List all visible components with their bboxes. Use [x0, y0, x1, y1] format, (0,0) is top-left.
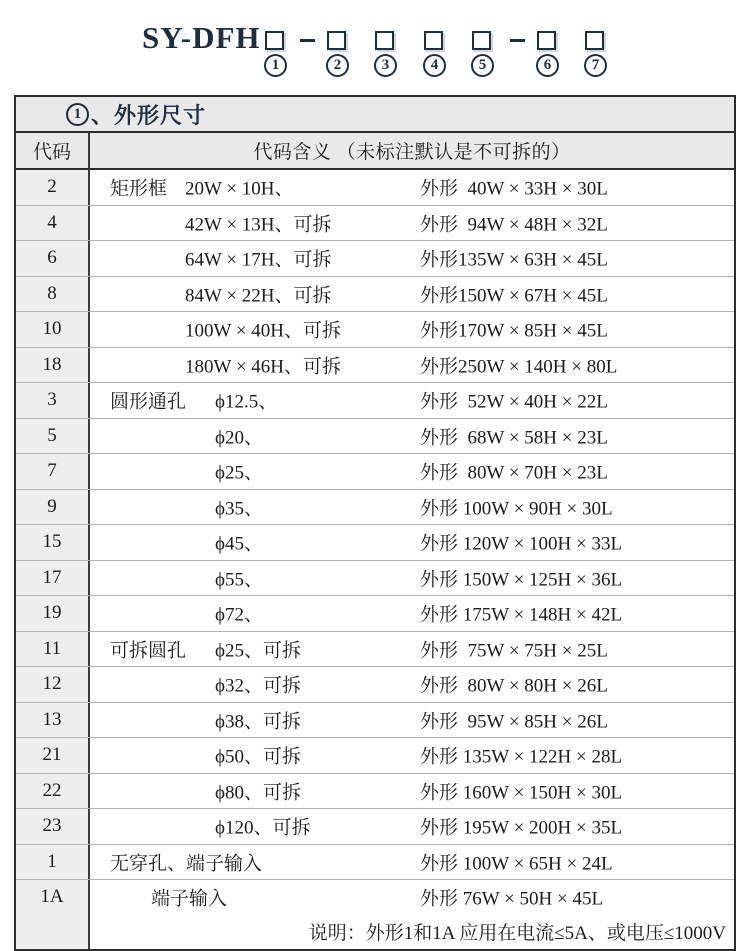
- row-dimension-value: ϕ45、: [215, 533, 264, 555]
- row-dimension-value: 84W × 22H、可拆: [185, 285, 332, 307]
- table-row: [16, 419, 734, 455]
- table-row: [16, 774, 734, 810]
- row-meaning: [90, 774, 734, 809]
- row-code: 22: [16, 774, 90, 809]
- row-category-label: 无穿孔、端子输入: [110, 853, 263, 875]
- row-dimension-value: ϕ50、可拆: [215, 746, 302, 768]
- row-meaning: [90, 809, 734, 844]
- table-row: [16, 206, 734, 242]
- table-row: [16, 277, 734, 313]
- row-dimension-value: 180W × 46H、可拆: [185, 356, 342, 378]
- model-code-box-4: [424, 31, 443, 50]
- row-outline-spec: 外形 100W × 65H × 24L: [420, 853, 613, 875]
- model-code-box-1: [265, 31, 284, 50]
- row-category-label: 矩形框: [110, 178, 168, 200]
- row-dimension-value: ϕ72、: [215, 604, 264, 626]
- table-row: [16, 241, 734, 277]
- row-meaning: [90, 490, 734, 525]
- table-row: [16, 383, 734, 419]
- row-outline-spec: 外形 195W × 200H × 35L: [420, 817, 623, 839]
- row-outline-spec: 外形 150W × 125H × 36L: [420, 569, 623, 591]
- row-dimension-value: ϕ12.5、: [215, 391, 278, 413]
- row-meaning: [90, 277, 734, 312]
- row-outline-spec: 外形 76W × 50H × 45L: [420, 888, 604, 910]
- row-code: 19: [16, 596, 90, 631]
- column-header-code: 代码: [16, 133, 90, 168]
- row-code: 9: [16, 490, 90, 525]
- row-code: 5: [16, 419, 90, 454]
- table-row: [16, 561, 734, 597]
- row-code: 23: [16, 809, 90, 844]
- row-code: 6: [16, 241, 90, 276]
- row-meaning: [90, 561, 734, 596]
- table-row: [16, 596, 734, 632]
- table-row: [16, 703, 734, 739]
- row-outline-spec: 外形 95W × 85H × 26L: [420, 711, 608, 733]
- row-outline-spec: 外形 100W × 90H × 30L: [420, 498, 613, 520]
- row-meaning: [90, 348, 734, 383]
- circled-number-2: 2: [326, 54, 349, 77]
- row-outline-spec: 外形 40W × 33H × 30L: [420, 178, 608, 200]
- row-dimension-value: ϕ120、可拆: [215, 817, 311, 839]
- row-meaning: [90, 738, 734, 773]
- table-note-row: [16, 915, 734, 950]
- table-row: [16, 880, 734, 915]
- table-row: [16, 809, 734, 845]
- table-section-title: [16, 97, 734, 133]
- circled-number-7: 7: [584, 54, 607, 77]
- table-row: [16, 632, 734, 668]
- row-outline-spec: 外形 94W × 48H × 32L: [420, 214, 608, 236]
- model-code-box-5: [472, 31, 491, 50]
- table-row: [16, 490, 734, 526]
- row-dimension-value: 20W × 10H、: [185, 178, 294, 200]
- row-dimension-value: 端子输入: [151, 888, 228, 910]
- row-code: 4: [16, 206, 90, 241]
- row-meaning: [90, 845, 734, 880]
- model-code-dash-2: [510, 39, 525, 42]
- row-meaning: [90, 703, 734, 738]
- row-code: 11: [16, 632, 90, 667]
- row-dimension-value: 100W × 40H、可拆: [185, 320, 342, 342]
- row-meaning: [90, 596, 734, 631]
- section-title-text: 、外形尺寸: [91, 102, 207, 128]
- row-meaning: [90, 632, 734, 667]
- section-circled-number: 1: [66, 103, 89, 126]
- model-code-box-2: [327, 31, 346, 50]
- spec-table: [14, 95, 736, 951]
- row-dimension-value: ϕ38、可拆: [215, 711, 302, 733]
- row-outline-spec: 外形 175W × 148H × 42L: [420, 604, 623, 626]
- row-code: 18: [16, 348, 90, 383]
- row-category-label: 圆形通孔: [110, 391, 187, 413]
- table-row: [16, 170, 734, 206]
- row-dimension-value: ϕ55、: [215, 569, 264, 591]
- table-header-row: [16, 133, 734, 170]
- table-row: [16, 454, 734, 490]
- circled-number-1: 1: [264, 54, 287, 77]
- row-outline-spec: 外形 80W × 70H × 23L: [420, 462, 608, 484]
- circled-number-6: 6: [536, 54, 559, 77]
- table-row: [16, 348, 734, 384]
- circled-number-4: 4: [423, 54, 446, 77]
- row-code: 12: [16, 667, 90, 702]
- row-dimension-value: 64W × 17H、可拆: [185, 249, 332, 271]
- row-dimension-value: ϕ25、: [215, 462, 264, 484]
- row-code: 8: [16, 277, 90, 312]
- row-dimension-value: 42W × 13H、可拆: [185, 214, 332, 236]
- row-code: 7: [16, 454, 90, 489]
- row-code: 10: [16, 312, 90, 347]
- row-outline-spec: 外形 80W × 80H × 26L: [420, 675, 608, 697]
- row-dimension-value: ϕ80、可拆: [215, 782, 302, 804]
- model-code-dash-1: [300, 39, 315, 42]
- row-outline-spec: 外形 75W × 75H × 25L: [420, 640, 608, 662]
- row-meaning: [90, 383, 734, 418]
- model-code-box-7: [585, 31, 604, 50]
- row-meaning: [90, 312, 734, 347]
- row-meaning: [90, 880, 734, 915]
- row-code: 1: [16, 845, 90, 880]
- circled-number-5: 5: [471, 54, 494, 77]
- table-body: [16, 170, 734, 915]
- row-outline-spec: 外形150W × 67H × 45L: [420, 285, 608, 307]
- model-name: SY-DFH: [142, 20, 261, 55]
- row-dimension-value: ϕ35、: [215, 498, 264, 520]
- row-meaning: [90, 525, 734, 560]
- row-meaning: [90, 170, 734, 205]
- model-code-header: [0, 0, 750, 90]
- row-dimension-value: ϕ20、: [215, 427, 264, 449]
- row-code: 2: [16, 170, 90, 205]
- table-row: [16, 845, 734, 881]
- column-header-meaning: 代码含义 （未标注默认是不可拆的）: [253, 142, 571, 163]
- row-code: 15: [16, 525, 90, 560]
- row-outline-spec: 外形 160W × 150H × 30L: [420, 782, 623, 804]
- row-outline-spec: 外形 68W × 58H × 23L: [420, 427, 608, 449]
- row-outline-spec: 外形250W × 140H × 80L: [420, 356, 618, 378]
- row-meaning: [90, 241, 734, 276]
- row-outline-spec: 外形 120W × 100H × 33L: [420, 533, 623, 555]
- row-meaning: [90, 454, 734, 489]
- model-code-box-3: [375, 31, 394, 50]
- row-code: 21: [16, 738, 90, 773]
- row-outline-spec: 外形 52W × 40H × 22L: [420, 391, 608, 413]
- row-code: 13: [16, 703, 90, 738]
- row-meaning: [90, 667, 734, 702]
- row-category-label: 可拆圆孔: [110, 640, 187, 662]
- row-meaning: [90, 419, 734, 454]
- circled-number-3: 3: [374, 54, 397, 77]
- row-dimension-value: ϕ25、可拆: [215, 640, 302, 662]
- row-outline-spec: 外形 135W × 122H × 28L: [420, 746, 623, 768]
- note-text: 说明：外形1和1A 应用在电流≤5A、或电压≤1000V: [90, 915, 734, 950]
- row-code: 3: [16, 383, 90, 418]
- row-outline-spec: 外形170W × 85H × 45L: [420, 320, 608, 342]
- table-row: [16, 667, 734, 703]
- row-dimension-value: ϕ32、可拆: [215, 675, 302, 697]
- row-meaning: [90, 206, 734, 241]
- note-code-cell: [16, 915, 90, 950]
- row-outline-spec: 外形135W × 63H × 45L: [420, 249, 608, 271]
- model-code-box-6: [537, 31, 556, 50]
- table-row: [16, 525, 734, 561]
- table-row: [16, 312, 734, 348]
- row-code: 17: [16, 561, 90, 596]
- table-row: [16, 738, 734, 774]
- row-code: 1A: [16, 880, 90, 915]
